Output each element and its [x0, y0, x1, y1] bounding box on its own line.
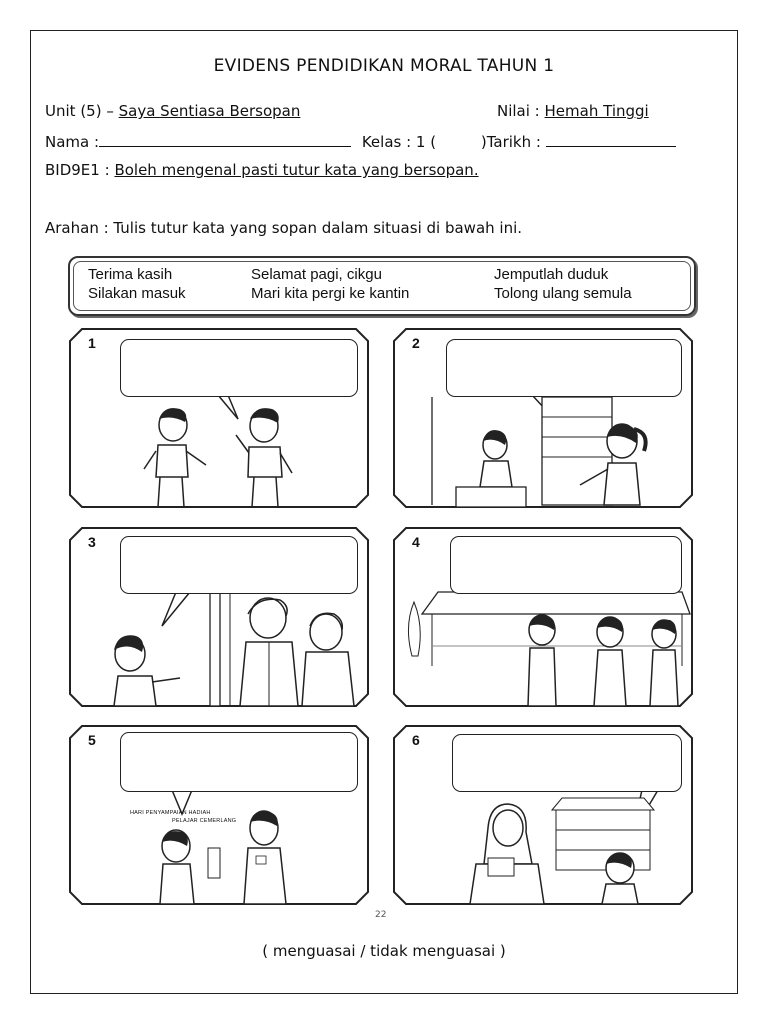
- nama-field[interactable]: [99, 132, 351, 147]
- panel-5-banner-line-2: PELAJAR CEMERLANG: [172, 818, 237, 824]
- panel-2: [392, 327, 694, 509]
- panel-6: [392, 724, 694, 906]
- nilai-line: [497, 102, 649, 120]
- panel-3-answer-bubble[interactable]: [120, 536, 358, 594]
- nilai-label: Nilai :: [497, 102, 540, 120]
- panel-1: [68, 327, 370, 509]
- panel-2-answer-bubble[interactable]: [446, 339, 682, 397]
- panel-1-number: 1: [88, 335, 96, 351]
- tarikh-field[interactable]: [546, 132, 676, 147]
- panel-6-number: 6: [412, 732, 420, 748]
- unit-name: Saya Sentiasa Bersopan: [118, 102, 301, 120]
- phrase-silakan-masuk: Silakan masuk: [88, 285, 186, 302]
- phrase-selamat-pagi: Selamat pagi, cikgu: [251, 266, 382, 283]
- bid-text: Boleh mengenal pasti tutur kata yang bersopan.: [114, 161, 479, 179]
- phrase-mari-ke-kantin: Mari kita pergi ke kantin: [251, 285, 410, 302]
- panel-5-banner-line-1: HARI PENYAMPAIAN HADIAH: [130, 810, 211, 816]
- page-number: 22: [375, 910, 387, 920]
- nama-label: Nama :: [45, 133, 100, 151]
- unit-line: [45, 102, 300, 120]
- panel-6-answer-bubble[interactable]: [452, 734, 682, 792]
- panel-3: [68, 526, 370, 708]
- unit-label: Unit: [45, 102, 76, 120]
- panel-3-number: 3: [88, 534, 96, 550]
- phrase-jemputlah-duduk: Jemputlah duduk: [494, 266, 609, 283]
- panel-5-answer-bubble[interactable]: [120, 732, 358, 792]
- instruction: Arahan : Tulis tutur kata yang sopan dalam situasi di bawah ini.: [45, 219, 523, 237]
- panel-4: [392, 526, 694, 708]
- nama-line: [45, 132, 676, 151]
- panel-5: [68, 724, 370, 906]
- tarikh-label: )Tarikh :: [480, 133, 541, 151]
- panel-5-number: 5: [88, 732, 96, 748]
- panel-4-number: 4: [412, 534, 420, 550]
- panel-2-number: 2: [412, 335, 420, 351]
- assessment-footer: ( menguasai / tidak menguasai ): [262, 942, 506, 960]
- worksheet-title: EVIDENS PENDIDIKAN MORAL TAHUN 1: [213, 56, 555, 76]
- bid-line: [45, 161, 479, 179]
- kelas-label: Kelas : 1 (: [361, 133, 437, 151]
- nilai-value: Hemah Tinggi: [544, 102, 649, 120]
- bid-code: BID9E1 :: [45, 161, 110, 179]
- panel-4-answer-bubble[interactable]: [450, 536, 682, 594]
- phrase-terima-kasih: Terima kasih: [88, 266, 173, 283]
- phrase-tolong-ulang: Tolong ulang semula: [494, 285, 632, 302]
- unit-value: (5) –: [80, 102, 114, 120]
- panel-1-answer-bubble[interactable]: [120, 339, 358, 397]
